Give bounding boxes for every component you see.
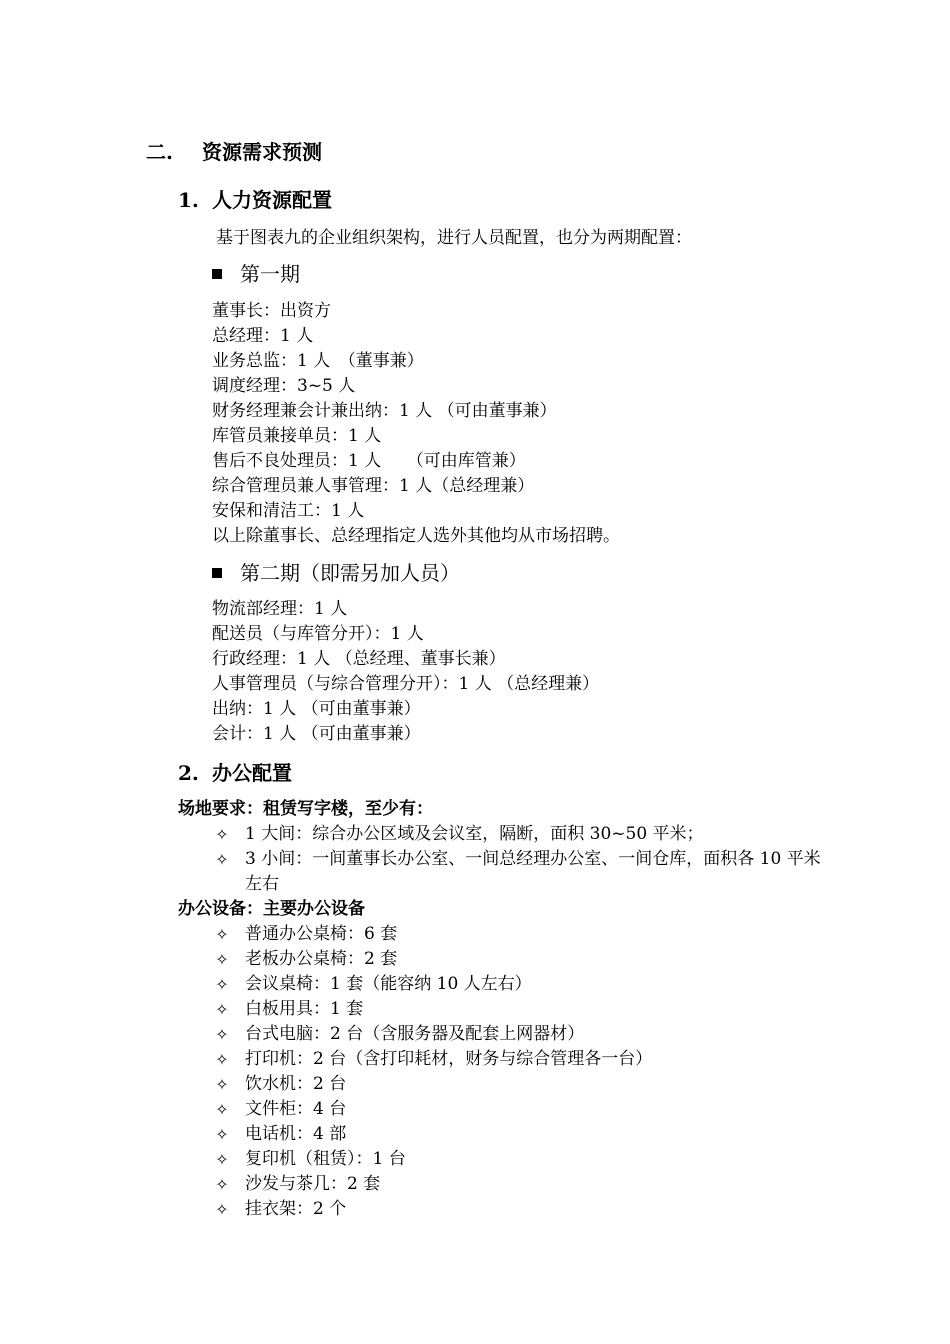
list-item: 库管员兼接单员：1 人 [212,426,382,446]
list-item: ✧ 饮水机：2 台 [212,1072,832,1097]
star-bullet-icon: ✧ [215,825,229,844]
list-item: ✧ 台式电脑：2 台（含服务器及配套上网器材） [212,1022,832,1047]
phase-2-list [212,597,599,747]
square-bullet-icon [212,269,222,279]
phase-2-title: 第二期（即需另加人员） [240,561,460,585]
hr-heading-title: 人力资源配置 [212,188,332,212]
star-bullet-icon: ✧ [215,1000,229,1019]
star-bullet-icon: ✧ [215,1100,229,1119]
phase-2-heading [212,559,460,587]
list-item: ✧ 电话机：4 部 [212,1122,832,1147]
office-heading-title: 办公配置 [212,761,292,785]
star-bullet-icon: ✧ [215,850,229,869]
star-bullet-icon: ✧ [215,1050,229,1069]
list-item: 出纳：1 人 （可由董事兼） [212,699,421,719]
square-bullet-icon [212,568,222,578]
list-item: 以上除董事长、总经理指定人选外其他均从市场招聘。 [212,526,620,546]
site-requirements-label: 场地要求：租赁写字楼，至少有： [178,799,433,819]
phase-1-title: 第一期 [240,262,300,286]
list-item: 物流部经理：1 人 [212,599,348,619]
equipment-label: 办公设备：主要办公设备 [178,899,365,919]
office-heading [178,759,292,787]
list-item: 安保和清洁工：1 人 [212,501,365,521]
list-item: 财务经理兼会计兼出纳：1 人 （可由董事兼） [212,401,557,421]
hr-heading-number: 1. [178,188,199,212]
list-item: ✧ 打印机：2 台（含打印耗材，财务与综合管理各一台） [212,1047,832,1072]
hr-intro: 基于图表九的企业组织架构，进行人员配置，也分为两期配置： [216,228,692,248]
list-item: 总经理：1 人 [212,326,314,346]
phase-1-heading [212,260,300,288]
star-bullet-icon: ✧ [215,1025,229,1044]
star-bullet-icon: ✧ [215,950,229,969]
list-item: 人事管理员（与综合管理分开）：1 人 （总经理兼） [212,674,600,694]
list-item: 调度经理：3~5 人 [212,376,356,396]
list-item: ✧ 1 大间：综合办公区域及会议室，隔断，面积 30~50 平米； [212,822,832,847]
list-item: ✧ 3 小间：一间董事长办公室、一间总经理办公室、一间仓库，面积各 10 平米左右 [212,847,832,897]
star-bullet-icon: ✧ [215,1200,229,1219]
section-number: 二. [146,140,173,164]
office-heading-number: 2. [178,761,199,785]
star-bullet-icon: ✧ [215,1150,229,1169]
list-item: ✧ 会议桌椅：1 套（能容纳 10 人左右） [212,972,832,997]
list-item: 配送员（与库管分开）：1 人 [212,624,424,644]
list-item: 售后不良处理员：1 人 （可由库管兼） [212,451,526,471]
hr-heading [178,186,332,214]
list-item: ✧ 文件柜：4 台 [212,1097,832,1122]
site-requirements-list [212,822,832,897]
equipment-list [212,922,832,1222]
list-item: ✧ 普通办公桌椅：6 套 [212,922,832,947]
list-item: 综合管理员兼人事管理：1 人（总经理兼） [212,476,535,496]
list-item: 董事长：出资方 [212,301,331,321]
list-item: 会计：1 人 （可由董事兼） [212,724,421,744]
list-item: 业务总监：1 人 （董事兼） [212,351,424,371]
list-item: 行政经理：1 人 （总经理、董事长兼） [212,649,506,669]
list-item: ✧ 复印机（租赁）：1 台 [212,1147,832,1172]
section-title: 资源需求预测 [202,140,322,164]
star-bullet-icon: ✧ [215,1175,229,1194]
star-bullet-icon: ✧ [215,1075,229,1094]
star-bullet-icon: ✧ [215,1125,229,1144]
list-item: ✧ 挂衣架：2 个 [212,1197,832,1222]
phase-1-list [212,299,620,549]
section-heading [146,138,322,166]
list-item: ✧ 白板用具：1 套 [212,997,832,1022]
star-bullet-icon: ✧ [215,975,229,994]
list-item: ✧ 老板办公桌椅：2 套 [212,947,832,972]
star-bullet-icon: ✧ [215,925,229,944]
list-item: ✧ 沙发与茶几：2 套 [212,1172,832,1197]
